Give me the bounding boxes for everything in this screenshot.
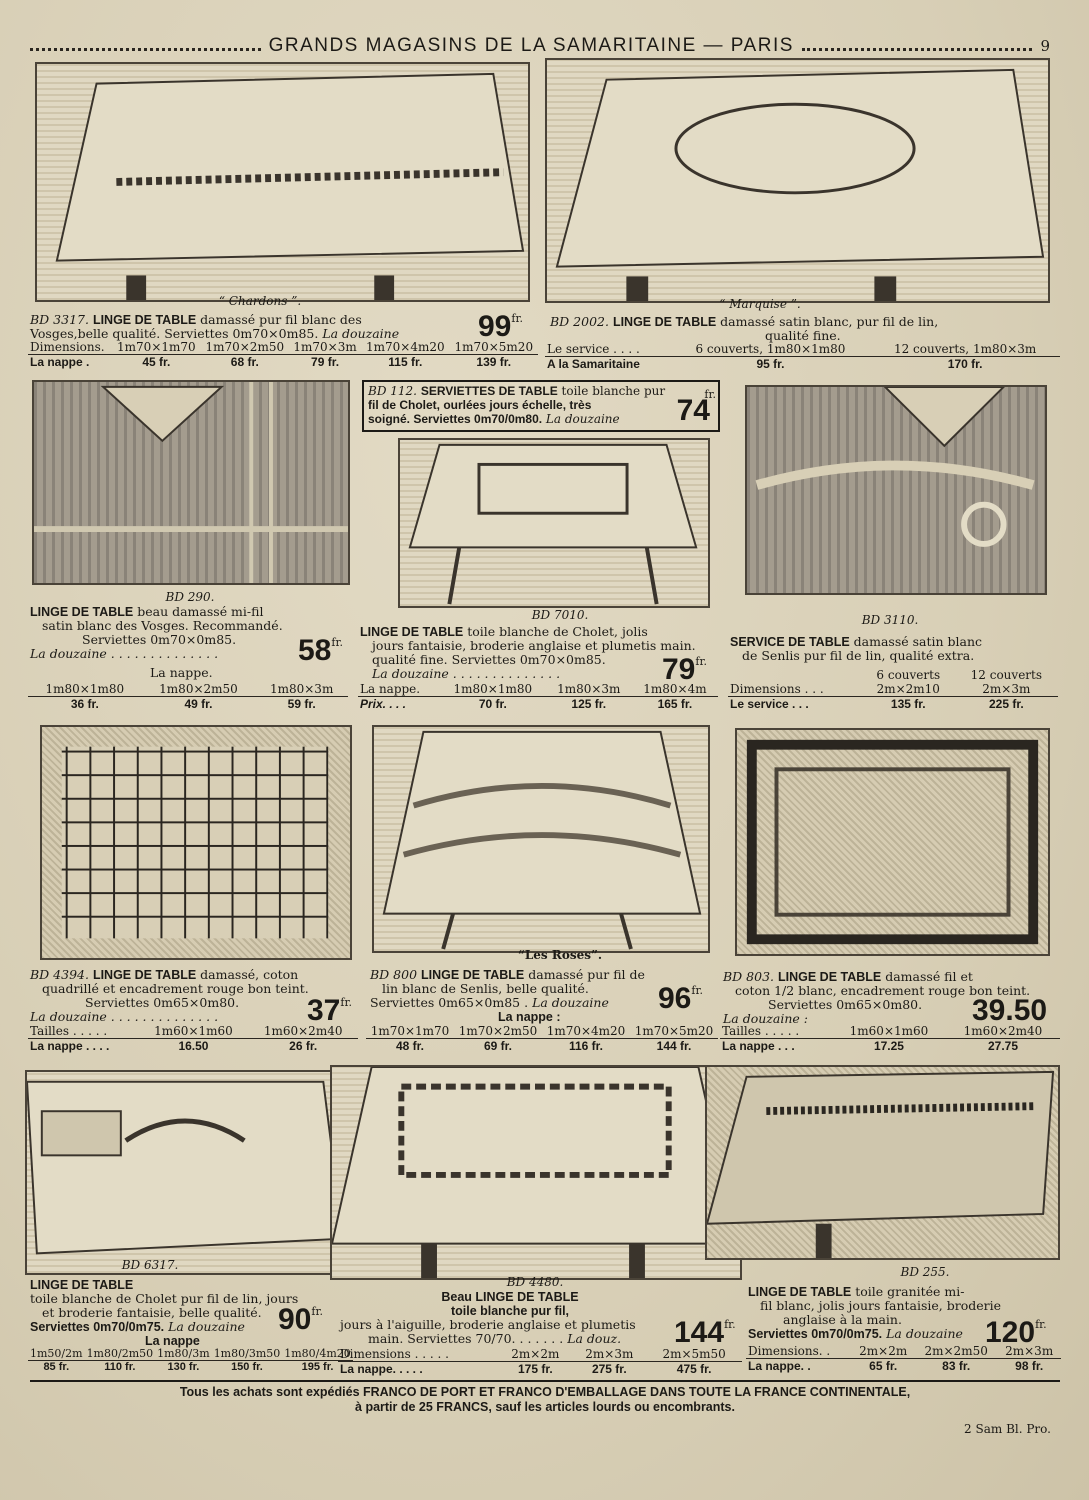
bd803-title: LINGE DE TABLE — [778, 970, 882, 984]
bd800-nappe-label: La nappe : — [498, 1010, 561, 1024]
bd255-douzaine: La douzaine — [886, 1326, 963, 1341]
footer-rule — [30, 1380, 1060, 1382]
bd6317-price-cell: 110 fr. — [85, 1361, 156, 1374]
bd290-dim: 1m80×2m50 — [159, 682, 238, 696]
bd7010-price-cell: 125 fr. — [546, 697, 632, 712]
bd290-desc3: Serviettes 0m70×0m85. — [82, 632, 237, 647]
bd4480-fr: fr. — [724, 1318, 736, 1331]
bd4480-title: Beau LINGE DE TABLE — [441, 1290, 579, 1304]
bd6317-price-block — [278, 1305, 323, 1335]
bd4394-row1-label: Tailles . . . . . — [30, 1024, 108, 1038]
bd2002-desc2: qualité fine. — [765, 328, 841, 343]
bd255-title: LINGE DE TABLE — [748, 1285, 852, 1299]
bd4480-price-cell: 175 fr. — [498, 1362, 572, 1377]
bd255-price-cell: 65 fr. — [851, 1359, 915, 1374]
bd4480-dim: 2m×5m50 — [662, 1347, 726, 1361]
bd2002-col1: 6 couverts, 1m80×1m80 — [695, 342, 846, 356]
caption-les-roses: “Les Roses”. — [517, 948, 603, 962]
bd3317-price-cell: 79 fr. — [289, 355, 361, 370]
tablecloth-illustration-bd3110 — [745, 385, 1047, 595]
bd7010-price: 79 — [662, 653, 696, 686]
bd4480-description-2 — [340, 1318, 680, 1346]
bd6317-dim: 1m80/3m50 — [213, 1347, 281, 1360]
bd800-fr: fr. — [691, 984, 703, 997]
caption-marquise: “ Marquise ”. — [719, 297, 801, 311]
bd112-douzaine: La douzaine — [545, 412, 620, 426]
bd3317-dims-label: Dimensions. — [30, 340, 105, 354]
bd4480-desc1: toile blanche pur fil, — [450, 1304, 570, 1318]
bd803-size-table — [720, 1024, 1060, 1053]
bd6317-price-cell: 150 fr. — [212, 1361, 283, 1374]
bd3317-fr: fr. — [511, 312, 523, 325]
caption-bd6317: BD 6317. — [121, 1258, 179, 1272]
bd7010-desc3: qualité fine. Serviettes 0m70×0m85. — [372, 652, 606, 667]
bd255-dim: 2m×2m — [859, 1344, 908, 1358]
bd4394-price-cell: 26 fr. — [248, 1039, 358, 1054]
bd3110-desc2: de Senlis pur fil de lin, qualité extra. — [742, 648, 975, 663]
bd2002-col2: 12 couverts, 1m80×3m — [893, 342, 1037, 356]
bd6317-dim: 1m80/2m50 — [86, 1347, 154, 1360]
bd800-price-cell: 116 fr. — [542, 1039, 630, 1054]
tablecloth-illustration-chardons — [35, 62, 530, 302]
page-header — [30, 34, 1050, 58]
bd2002-title: LINGE DE TABLE — [612, 315, 717, 329]
bd290-title: LINGE DE TABLE — [30, 605, 134, 619]
bd6317-title: LINGE DE TABLE — [30, 1278, 134, 1292]
bd4480-price-cell: 475 fr. — [646, 1362, 742, 1377]
caption-bd255: BD 255. — [900, 1265, 950, 1279]
bd4394-size-table — [28, 1024, 358, 1053]
bd2002-service-table — [545, 342, 1060, 371]
bd6317-price: 90 — [278, 1303, 312, 1336]
bd803-row1-label: Tailles . . . . . — [722, 1024, 800, 1038]
bd7010-dim: 1m80×1m80 — [453, 682, 533, 696]
bd4480-dim: 2m×2m — [511, 1347, 560, 1361]
bd3317-price-cell: 115 fr. — [361, 355, 449, 370]
bd290-fr: fr. — [331, 636, 343, 649]
bd2002-ref: BD 2002. — [550, 314, 609, 329]
bd3110-price-cell: 225 fr. — [955, 697, 1058, 712]
bd2002-price-cell: 170 fr. — [870, 357, 1060, 372]
bd3317-size-table — [28, 340, 538, 369]
shipping-notice — [30, 1385, 1060, 1415]
header-dotted-rule-left — [30, 48, 261, 51]
bd800-douzaine: La douzaine — [532, 995, 609, 1010]
bd2002-description — [550, 315, 1060, 343]
bd3317-desc1: damassé pur fil blanc des — [196, 312, 362, 327]
header-dotted-rule-right — [802, 48, 1033, 51]
bd255-size-table — [746, 1344, 1061, 1373]
bd4480-row1-label: Dimensions . . . . . — [340, 1347, 449, 1361]
bd7010-fr: fr. — [695, 655, 707, 668]
bd4480-price-cell: 275 fr. — [572, 1362, 646, 1377]
bd3110-service-table — [728, 668, 1058, 711]
bd4480-desc2: jours à l'aiguille, broderie anglaise et plumetis — [340, 1317, 636, 1332]
bd800-title: LINGE DE TABLE — [421, 968, 525, 982]
bd800-dim: 1m70×1m70 — [370, 1024, 450, 1038]
bd2002-row1-label: Le service . . . . — [547, 342, 640, 356]
bd4394-row2-label: La nappe . . . . — [28, 1039, 139, 1054]
bd3110-row1-label: Dimensions . . . — [730, 682, 824, 696]
bd7010-price-block — [662, 655, 707, 685]
bd255-dim: 2m×2m50 — [924, 1344, 988, 1358]
caption-bd3110: BD 3110. — [861, 613, 919, 627]
bd4394-price-cell: 16.50 — [139, 1039, 249, 1054]
bd4480-size-table — [338, 1347, 742, 1376]
bd7010-douzaine: La douzaine . . . . . . . . . . . . . . — [372, 666, 561, 681]
bd2002-price-cell: 95 fr. — [671, 357, 871, 372]
bd3110-description — [730, 635, 1060, 663]
bd3317-dim: 1m70×3m — [293, 340, 357, 354]
bd800-desc3: Serviettes 0m65×0m85 . — [370, 995, 529, 1010]
bd6317-desc1: toile blanche de Cholet pur fil de lin, jours — [30, 1291, 299, 1306]
tablecloth-illustration-bd255 — [705, 1065, 1060, 1260]
bd290-dim: 1m80×3m — [269, 682, 334, 696]
bd803-desc3: Serviettes 0m65×0m80. — [768, 997, 923, 1012]
bd7010-dim: 1m80×4m — [643, 682, 707, 696]
bd4394-fr: fr. — [340, 996, 352, 1009]
bd803-price-cell: 27.75 — [946, 1039, 1060, 1054]
bd112-desc2: fil de Cholet, ourlées jours échelle, très — [368, 398, 592, 412]
bd3317-price-cell: 45 fr. — [112, 355, 200, 370]
bd4480-description — [340, 1290, 680, 1318]
shipping-notice-line1: Tous les achats sont expédiés FRANCO DE PORT ET FRANCO D'EMBALLAGE DANS TOUTE LA FRANCE CONTINENTALE, — [179, 1385, 911, 1399]
bd7010-desc2: jours fantaisie, broderie anglaise et plumetis main. — [372, 638, 696, 653]
bd800-ref: BD 800 — [370, 967, 418, 982]
bd112-ref: BD 112. — [368, 384, 417, 398]
bd6317-fr: fr. — [311, 1305, 323, 1318]
bd255-desc2: fil blanc, jolis jours fantaisie, broderie — [760, 1298, 1001, 1313]
bd3317-dim: 1m70×4m20 — [366, 340, 445, 354]
caption-bd7010: BD 7010. — [531, 608, 589, 622]
bd3317-description — [30, 313, 480, 341]
bd800-dim: 1m70×2m50 — [458, 1024, 538, 1038]
bd290-price-cell: 59 fr. — [255, 697, 348, 712]
bd290-nappe-label: La nappe. — [150, 665, 213, 680]
bd800-dim: 1m70×4m20 — [546, 1024, 626, 1038]
bd3110-dim: 2m×2m10 — [876, 682, 940, 696]
bd800-size-table — [366, 1024, 718, 1053]
bd6317-price-cell: 130 fr. — [155, 1361, 212, 1374]
tablecloth-illustration-bd803 — [735, 728, 1050, 956]
bd800-price-cell: 69 fr. — [454, 1039, 542, 1054]
bd4480-douzaine: La douz. — [567, 1331, 622, 1346]
bd112-boxed-offer — [362, 380, 720, 432]
bd3110-row2-label: Le service . . . — [728, 697, 862, 712]
bd112-fr: fr. — [704, 388, 716, 401]
bd7010-title: LINGE DE TABLE — [360, 625, 464, 639]
bd3110-desc1: damassé satin blanc — [849, 634, 983, 649]
bd800-price-cell: 48 fr. — [366, 1039, 454, 1054]
bd800-desc2: lin blanc de Senlis, belle qualité. — [382, 981, 589, 996]
bd255-price: 120 — [985, 1316, 1036, 1349]
bd255-row2-label: La nappe. . — [746, 1359, 851, 1374]
bd800-desc1: damassé pur fil de — [524, 967, 645, 982]
bd800-price: 96 — [658, 982, 692, 1015]
bd3110-col2: 12 couverts — [970, 668, 1043, 682]
bd3110-dim: 2m×3m — [982, 682, 1031, 696]
bd4394-desc1: damassé, coton — [196, 967, 299, 982]
bd4394-desc2: quadrillé et encadrement rouge bon teint. — [42, 981, 309, 996]
bd803-dim: 1m60×1m60 — [849, 1024, 929, 1038]
bd290-price-cell: 36 fr. — [28, 697, 142, 712]
tablecloth-illustration-bd7010 — [398, 438, 710, 608]
bd803-price: 39.50 — [972, 994, 1048, 1027]
caption-bd290: BD 290. — [165, 590, 215, 604]
bd6317-desc2: et broderie fantaisie, belle qualité. — [42, 1305, 262, 1320]
bd4480-dim: 2m×3m — [585, 1347, 634, 1361]
bd3317-desc2: Vosges,belle qualité. Serviettes 0m70×0m85. — [30, 326, 319, 341]
bd4394-price: 37 — [307, 994, 341, 1027]
bd7010-row1-label: La nappe. — [360, 682, 421, 696]
bd2002-desc1: damassé satin blanc, pur fil de lin, — [716, 314, 939, 329]
bd255-price-cell: 98 fr. — [997, 1359, 1061, 1374]
bd4394-price-block — [307, 996, 352, 1026]
bd4394-dim: 1m60×1m60 — [154, 1024, 233, 1038]
bd803-price-block — [972, 996, 1047, 1026]
bd6317-dim: 1m80/3m — [157, 1347, 210, 1360]
bd4480-desc3: main. Serviettes 70/70. . . . . . . — [368, 1331, 564, 1346]
bd6317-douzaine: La douzaine — [168, 1319, 245, 1334]
tablecloth-illustration-bd6317 — [25, 1070, 350, 1275]
bd3317-dim: 1m70×5m20 — [454, 340, 534, 354]
tablecloth-illustration-marquise — [545, 58, 1050, 303]
bd6317-price-cell: 195 fr. — [282, 1361, 353, 1374]
bd3317-price: 99 — [478, 310, 512, 343]
bd4480-price: 144 — [674, 1316, 725, 1349]
bd6317-desc3: Serviettes 0m70/0m75. — [30, 1320, 165, 1334]
bd112-desc1: toile blanche pur — [557, 384, 666, 398]
bd6317-size-table — [28, 1347, 353, 1373]
bd112-price: 74 — [676, 394, 710, 427]
tablecloth-illustration-bd4480 — [330, 1065, 742, 1280]
bd6317-dim: 1m50/2m — [30, 1347, 83, 1360]
bd7010-row2-label: Prix. . . . — [358, 697, 440, 712]
bd7010-dim: 1m80×3m — [557, 682, 621, 696]
bd803-desc2: coton 1/2 blanc, encadrement rouge bon teint. — [735, 983, 1031, 998]
bd6317-nappe-label: La nappe — [145, 1334, 200, 1348]
bd800-dim: 1m70×5m20 — [634, 1024, 714, 1038]
bd3110-price-cell: 135 fr. — [862, 697, 955, 712]
bd3110-title: SERVICE DE TABLE — [730, 635, 850, 649]
bd3317-price-cell: 68 fr. — [201, 355, 289, 370]
tablecloth-illustration-bd4394 — [40, 725, 352, 960]
bd290-size-table — [28, 682, 348, 711]
bd255-fr: fr. — [1035, 1318, 1047, 1331]
bd4394-title: LINGE DE TABLE — [92, 968, 197, 982]
bd3317-dim: 1m70×2m50 — [205, 340, 285, 354]
bd255-desc1: toile granitée mi- — [851, 1284, 965, 1299]
bd803-row2-label: La nappe . . . — [720, 1039, 832, 1054]
bd4394-desc3: Serviettes 0m65×0m80. — [85, 995, 240, 1010]
bd4394-ref: BD 4394. — [30, 967, 89, 982]
tablecloth-illustration-les-roses — [372, 725, 710, 953]
bd7010-price-cell: 70 fr. — [440, 697, 546, 712]
bd7010-size-table — [358, 682, 718, 711]
bd112-title: SERVIETTES DE TABLE — [420, 384, 558, 398]
bd290-price: 58 — [298, 634, 332, 667]
bd255-desc4: Serviettes 0m70/0m75. — [748, 1327, 883, 1341]
tablecloth-illustration-bd290 — [32, 380, 350, 585]
bd800-price-block — [658, 984, 703, 1014]
bd3317-ref: BD 3317. — [30, 312, 89, 327]
bd290-price-cell: 49 fr. — [142, 697, 256, 712]
bd3317-row-label: La nappe . — [28, 355, 112, 370]
caption-bd4480: BD 4480. — [506, 1275, 564, 1289]
bd7010-desc1: toile blanche de Cholet, jolis — [463, 624, 648, 639]
store-title: GRANDS MAGASINS DE LA SAMARITAINE — PARIS — [268, 35, 794, 56]
bd4394-douzaine: La douzaine . . . . . . . . . . . . . . — [30, 1009, 219, 1024]
bd290-price-block — [298, 636, 343, 666]
bd112-desc3: soigné. Serviettes 0m70/0m80. — [368, 412, 543, 426]
bd4394-dim: 1m60×2m40 — [263, 1024, 343, 1038]
bd6317-price-cell: 85 fr. — [28, 1361, 85, 1374]
bd255-price-cell: 83 fr. — [915, 1359, 997, 1374]
bd803-ref: BD 803. — [723, 969, 775, 984]
bd803-douzaine: La douzaine : — [723, 1011, 808, 1026]
printer-imprint: 2 Sam Bl. Pro. — [964, 1422, 1051, 1436]
bd3110-col1: 6 couverts — [876, 668, 941, 682]
bd3317-douzaine: La douzaine — [322, 326, 400, 341]
bd255-desc3: anglaise à la main. — [783, 1312, 902, 1327]
bd3317-price-cell: 139 fr. — [450, 355, 538, 370]
bd255-dim: 2m×3m — [1005, 1344, 1054, 1358]
bd255-row1-label: Dimensions. . — [748, 1344, 831, 1358]
bd3317-price-block — [478, 312, 523, 342]
bd4480-row2-label: La nappe. . . . . — [338, 1362, 498, 1377]
caption-chardons: “ Chardons ”. — [218, 294, 302, 308]
shipping-notice-line2: à partir de 25 FRANCS, sauf les articles lourds ou encombrants. — [355, 1400, 735, 1414]
bd803-price-cell: 17.25 — [832, 1039, 946, 1054]
bd290-desc1: beau damassé mi-fil — [133, 604, 264, 619]
bd290-dim: 1m80×1m80 — [45, 682, 125, 696]
bd800-price-cell: 144 fr. — [630, 1039, 718, 1054]
bd3317-dim: 1m70×1m70 — [117, 340, 196, 354]
bd3317-title: LINGE DE TABLE — [92, 313, 197, 327]
bd6317-dim: 1m80/4m20 — [284, 1347, 351, 1360]
bd4480-price-block — [674, 1318, 736, 1348]
page-number: 9 — [1040, 37, 1051, 55]
bd7010-price-cell: 165 fr. — [632, 697, 718, 712]
bd290-desc2: satin blanc des Vosges. Recommandé. — [42, 618, 283, 633]
bd803-desc1: damassé fil et — [881, 969, 973, 984]
bd803-dim: 1m60×2m40 — [963, 1024, 1043, 1038]
bd2002-row2-label: A la Samaritaine — [545, 357, 671, 372]
bd290-douzaine: La douzaine . . . . . . . . . . . . . . — [30, 646, 219, 661]
